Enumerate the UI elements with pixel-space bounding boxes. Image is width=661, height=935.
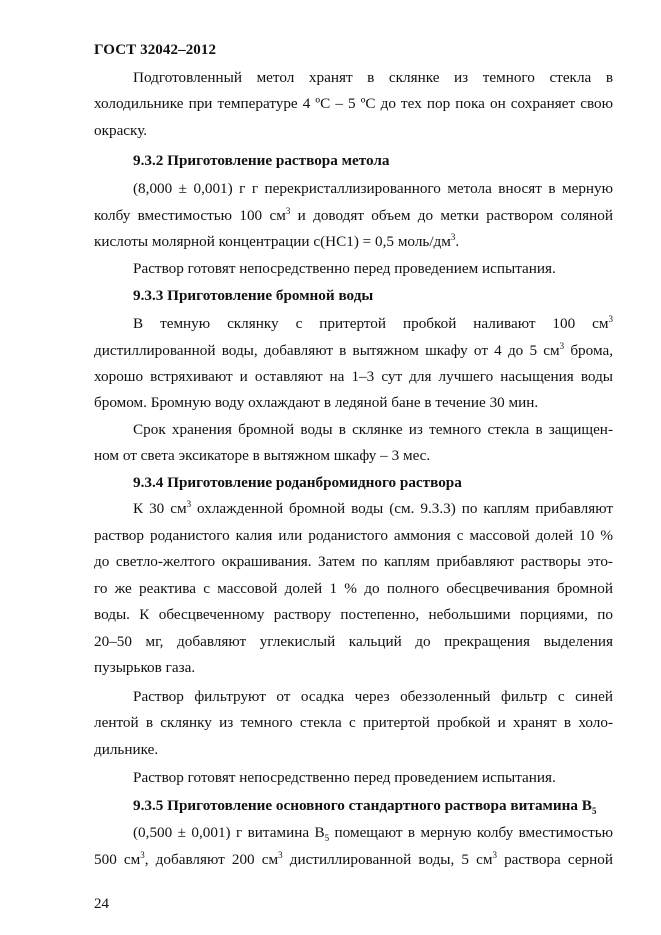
paragraph-line — [94, 578, 613, 600]
paragraph-line — [133, 419, 613, 441]
superscript: 3 — [186, 498, 192, 509]
text-run: раствор роданистого калия или роданистого аммония с массовой долей 10 % — [94, 527, 613, 544]
text-run: В темную склянку с притертой пробкой наливают 100 см — [133, 315, 609, 332]
text-run: колбу вместимостью 100 см — [94, 207, 286, 224]
text-run: ном от света эксикаторе в вытяжном шкафу – 3 мес. — [94, 447, 431, 464]
text-run: лентой в склянку из темного стекла с притертой пробкой и хранят в холо- — [94, 714, 613, 731]
superscript: 3 — [492, 849, 497, 860]
text-run: окраску. — [94, 122, 148, 139]
text-run: бромом. Бромную воду охлаждают в ледяной бане в течение 30 мин. — [94, 394, 539, 411]
text-run: Раствор готовят непосредственно перед проведением испытания. — [133, 260, 556, 277]
text-run: (0,500 ± 0,001) г витамина В — [133, 824, 325, 841]
text-run: 9.3.3 Приготовление бромной воды — [133, 287, 374, 304]
text-run: раствора серной — [496, 851, 613, 868]
paragraph-line — [133, 686, 613, 708]
text-run: пузырьков газа. — [94, 659, 196, 676]
subscript: 5 — [324, 833, 330, 844]
text-run: 9.3.5 Приготовление основного стандартного раствора витамина В — [133, 797, 592, 814]
section-heading — [133, 472, 613, 494]
text-run: 500 см — [94, 851, 141, 868]
text-run: охлажденной бромной воды (см. 9.3.3) по каплям прибавляют — [191, 500, 613, 517]
text-run: К 30 см — [133, 500, 187, 517]
section-heading — [133, 285, 613, 307]
paragraph-line — [94, 739, 613, 761]
paragraph-line — [94, 93, 613, 115]
paragraph-line — [133, 258, 613, 280]
section-heading — [133, 795, 613, 817]
text-run: Раствор готовят непосредственно перед проведением испытания. — [133, 769, 556, 786]
paragraph-line — [133, 822, 613, 844]
paragraph-line — [94, 340, 613, 362]
document-header: ГОСТ 32042–2012 — [94, 42, 217, 58]
text-run: и доводят объем до метки раствором соляной — [290, 207, 613, 224]
text-run: помещают в мерную колбу вместимостью — [329, 824, 614, 841]
text-run: (8,000 ± 0,001) г г перекристаллизированного метола вносят в мерную — [133, 180, 613, 197]
paragraph-line — [133, 767, 613, 789]
page-number: 24 — [94, 896, 109, 912]
paragraph-line — [94, 205, 613, 227]
paragraph-line — [94, 445, 613, 467]
section-heading — [133, 150, 613, 172]
paragraph-line — [94, 631, 613, 653]
superscript: 3 — [285, 205, 291, 216]
paragraph-line — [133, 313, 613, 335]
superscript: 3 — [140, 849, 145, 860]
text-run: , добавляют 200 см — [144, 851, 279, 868]
paragraph-line — [94, 551, 613, 573]
text-run: брома, — [564, 342, 613, 359]
superscript: 3 — [450, 231, 456, 242]
text-run: холодильнике при температуре 4 ºС – 5 ºС до тех пор пока он сохраняет свою — [94, 95, 613, 112]
paragraph-line — [94, 366, 613, 388]
paragraph-line — [94, 712, 613, 734]
paragraph-line — [133, 498, 613, 520]
text-run: воды. К обесцвеченному раствору постепенно, небольшими порциями, по — [94, 606, 613, 623]
text-run: кислоты молярной концентрации с(НС1) = 0,5 моль/дм — [94, 233, 451, 250]
text-run: дистиллированной воды, добавляют в вытяжном шкафу от 4 до 5 см — [94, 342, 560, 359]
text-run: дильнике. — [94, 741, 159, 758]
superscript: 3 — [278, 849, 283, 860]
text-run: хорошо встряхивают и оставляют на 1–3 сут для лучшего насыщения воды — [94, 368, 613, 385]
paragraph-line — [133, 67, 613, 89]
paragraph-line — [94, 392, 613, 414]
text-run: дистиллированной воды, 5 см — [282, 851, 493, 868]
superscript: 3 — [608, 313, 613, 324]
paragraph-line — [94, 231, 613, 253]
subscript: 5 — [591, 806, 597, 817]
text-run: до светло-желтого окрашивания. Затем по каплям прибавляют растворы это- — [94, 553, 613, 570]
paragraph-line — [94, 525, 613, 547]
paragraph-line — [94, 657, 613, 679]
text-run: Раствор фильтруют от осадка через обеззоленный фильтр с синей — [133, 688, 613, 705]
text-run: го же реактива с массовой долей 1 % до полного обесцвечивания бромной — [94, 580, 613, 597]
text-run: . — [455, 233, 460, 250]
text-run: 20–50 мг, добавляют углекислый кальций до прекращения выделения — [94, 633, 613, 650]
paragraph-line — [133, 178, 613, 200]
paragraph-line — [94, 604, 613, 626]
text-run: Срок хранения бромной воды в склянке из темного стекла в защищен- — [133, 421, 613, 438]
paragraph-line — [94, 849, 613, 871]
paragraph-line — [94, 120, 613, 142]
superscript: 3 — [559, 340, 565, 351]
text-run: 9.3.2 Приготовление раствора метола — [133, 152, 390, 169]
text-run: Подготовленный метол хранят в склянке из темного стекла в — [133, 69, 613, 86]
text-run: 9.3.4 Приготовление роданбромидного раствора — [133, 474, 462, 491]
